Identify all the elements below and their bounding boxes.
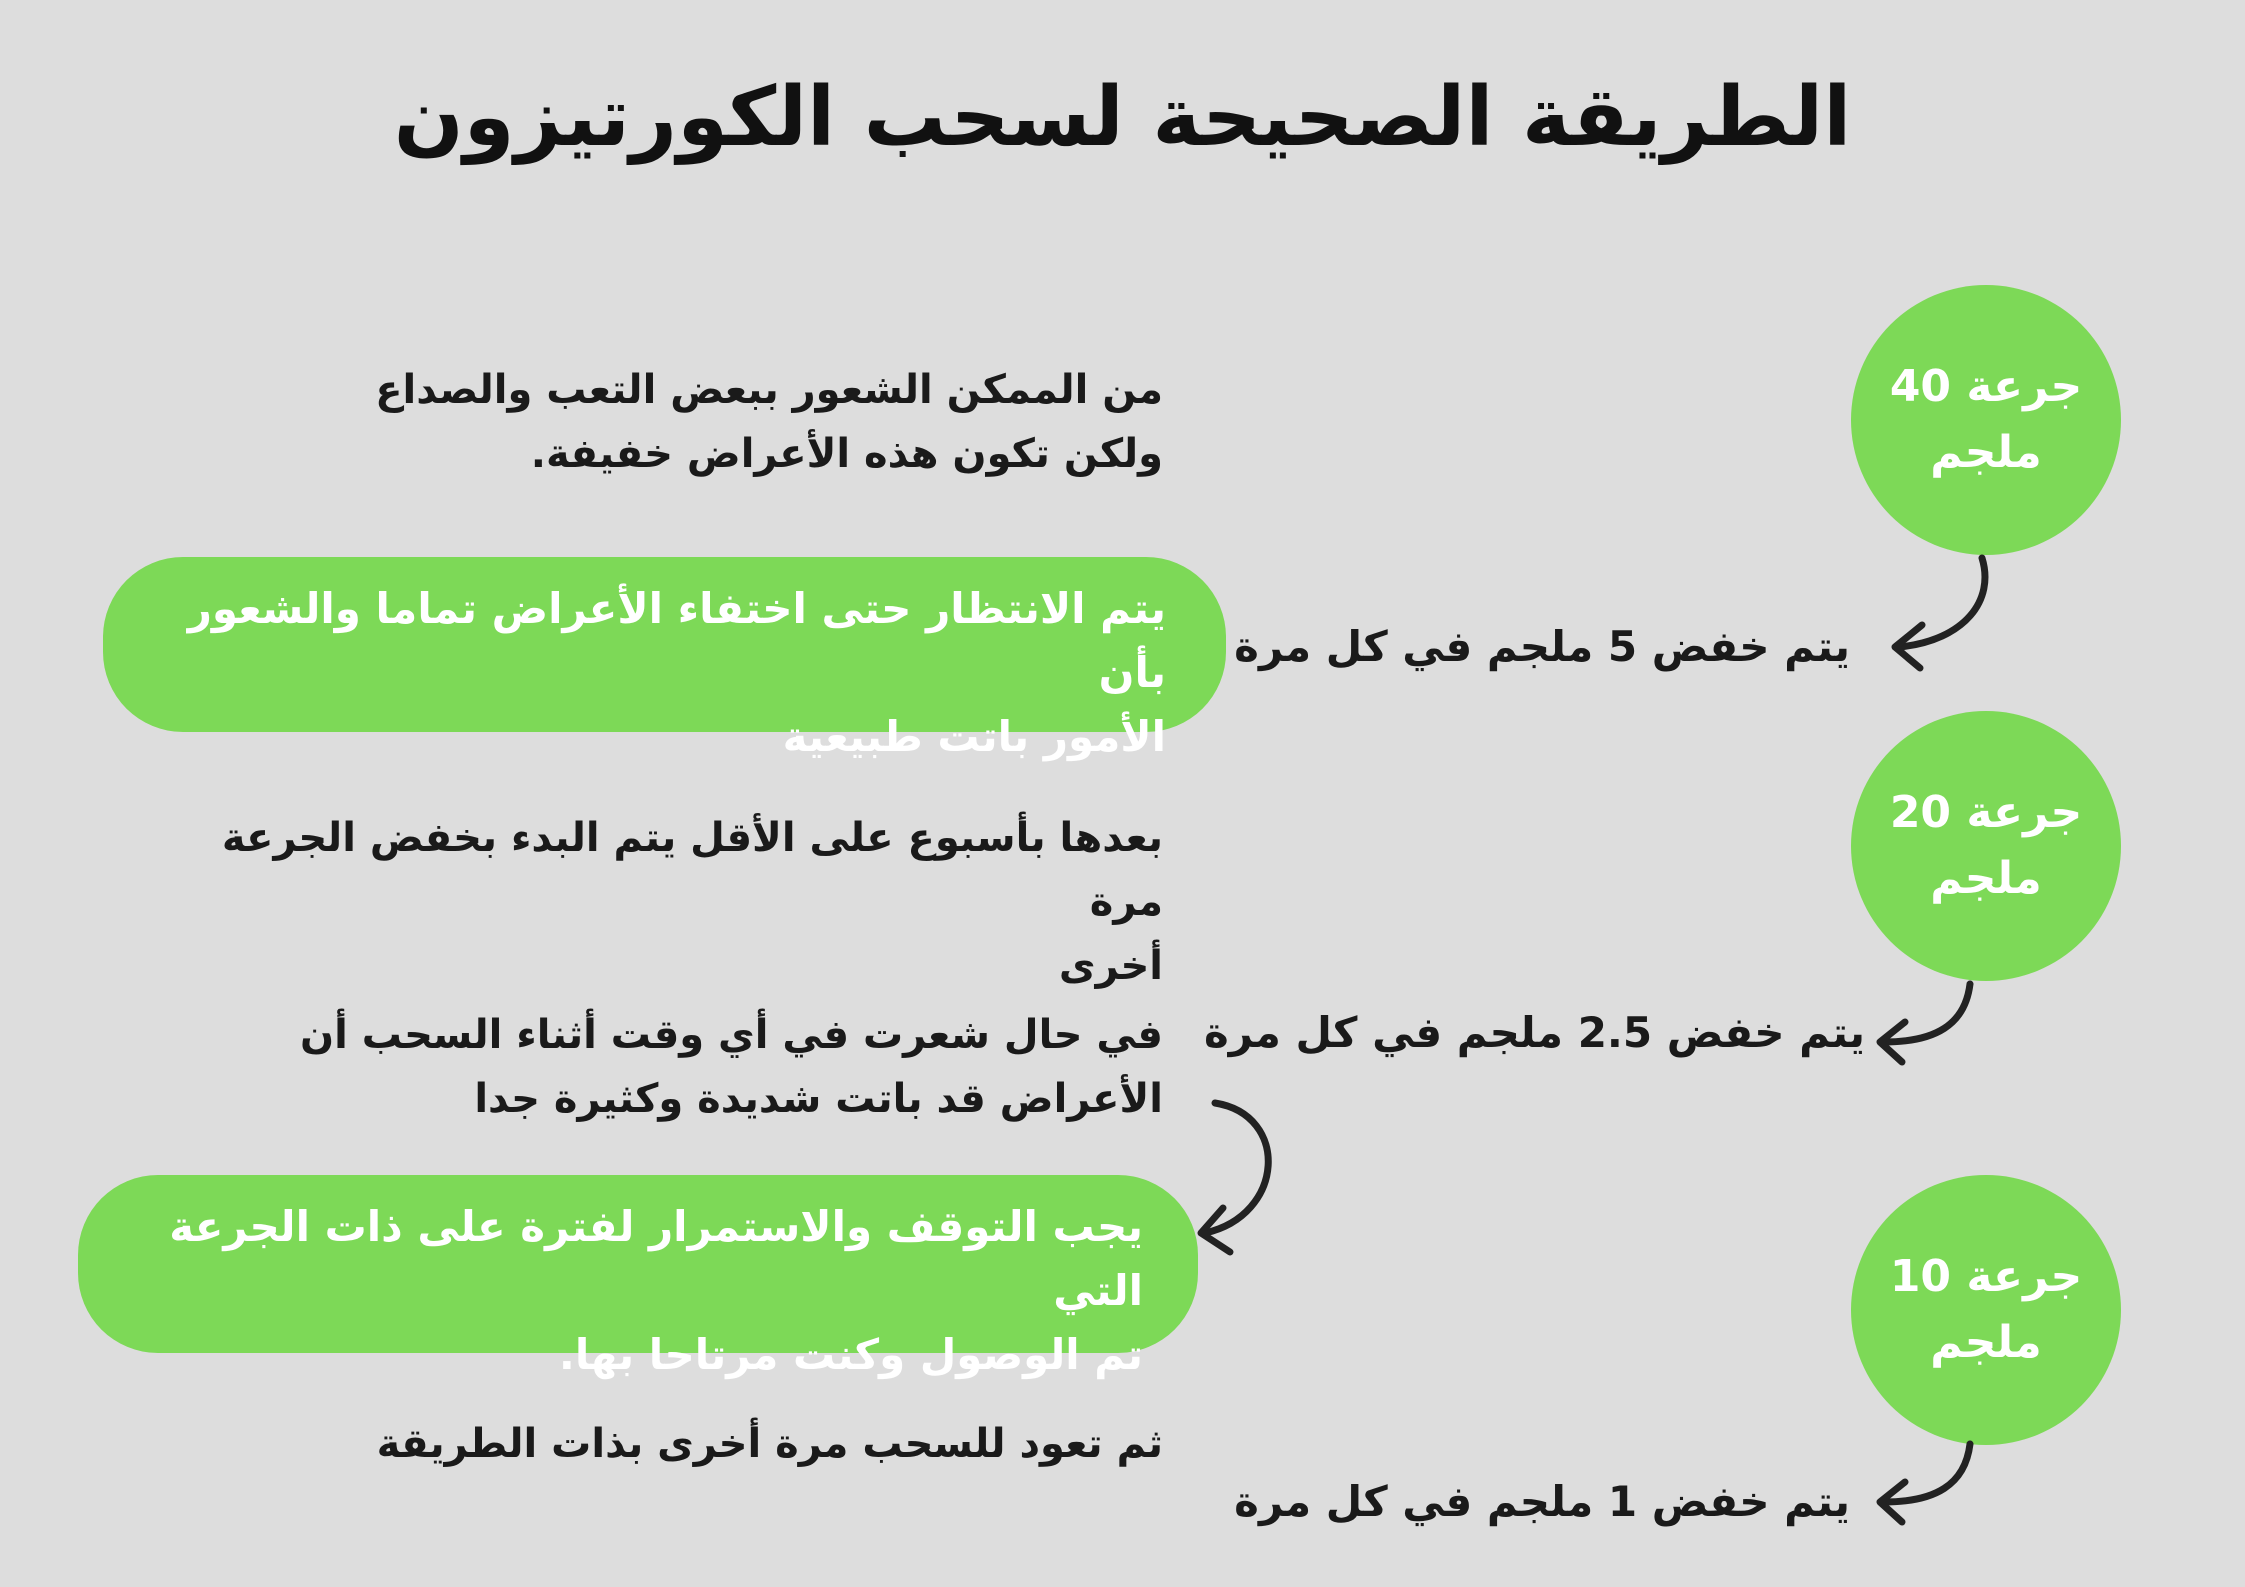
dose-unit: ملجم: [1930, 853, 2042, 904]
pill-stop-continue: يجب التوقف والاستمرار لفترة على ذات الجرعة التي تم الوصول وكنت مرتاحا بها.: [78, 1175, 1198, 1353]
step-reduce-2-5: يتم خفض 2.5 ملجم في كل مرة: [1204, 1008, 1865, 1057]
curved-arrow-icon: [1870, 550, 2010, 680]
dose-label: جرعة 10: [1889, 1251, 2083, 1302]
dose-unit: ملجم: [1930, 1317, 2042, 1368]
dose-circle-40: [1851, 285, 2121, 555]
note-severe-symptoms: في حال شعرت في أي وقت أثناء السحب أن الأعراض قد باتت شديدة وكثيرة جدا: [299, 1012, 1163, 1122]
curved-arrow-icon: [1185, 1095, 1305, 1265]
dose-circle-10: [1851, 1175, 2121, 1445]
dose-label: جرعة 20: [1889, 787, 2083, 838]
curved-arrow-icon: [1860, 1440, 2000, 1540]
note-week-later: بعدها بأسبوع على الأقل يتم البدء بخفض الجرعة مرة أخرى: [221, 815, 1163, 989]
dose-label: جرعة 40: [1889, 361, 2083, 412]
pill-wait-symptoms: يتم الانتظار حتى اختفاء الأعراض تماما والشعور بأن الأمور باتت طبيعية: [103, 557, 1226, 732]
page-title: الطريقة الصحيحة لسحب الكورتيزون: [393, 70, 1852, 165]
curved-arrow-icon: [1860, 980, 2000, 1080]
dose-unit: ملجم: [1930, 427, 2042, 478]
step-reduce-1: يتم خفض 1 ملجم في كل مرة: [1234, 1477, 1850, 1526]
note-resume: ثم تعود للسحب مرة أخرى بذات الطريقة: [376, 1421, 1163, 1467]
step-reduce-5: يتم خفض 5 ملجم في كل مرة: [1234, 622, 1850, 671]
note-mild-symptoms: من الممكن الشعور ببعض التعب والصداع ولكن تكون هذه الأعراض خفيفة.: [375, 367, 1163, 477]
dose-circle-20: [1851, 711, 2121, 981]
